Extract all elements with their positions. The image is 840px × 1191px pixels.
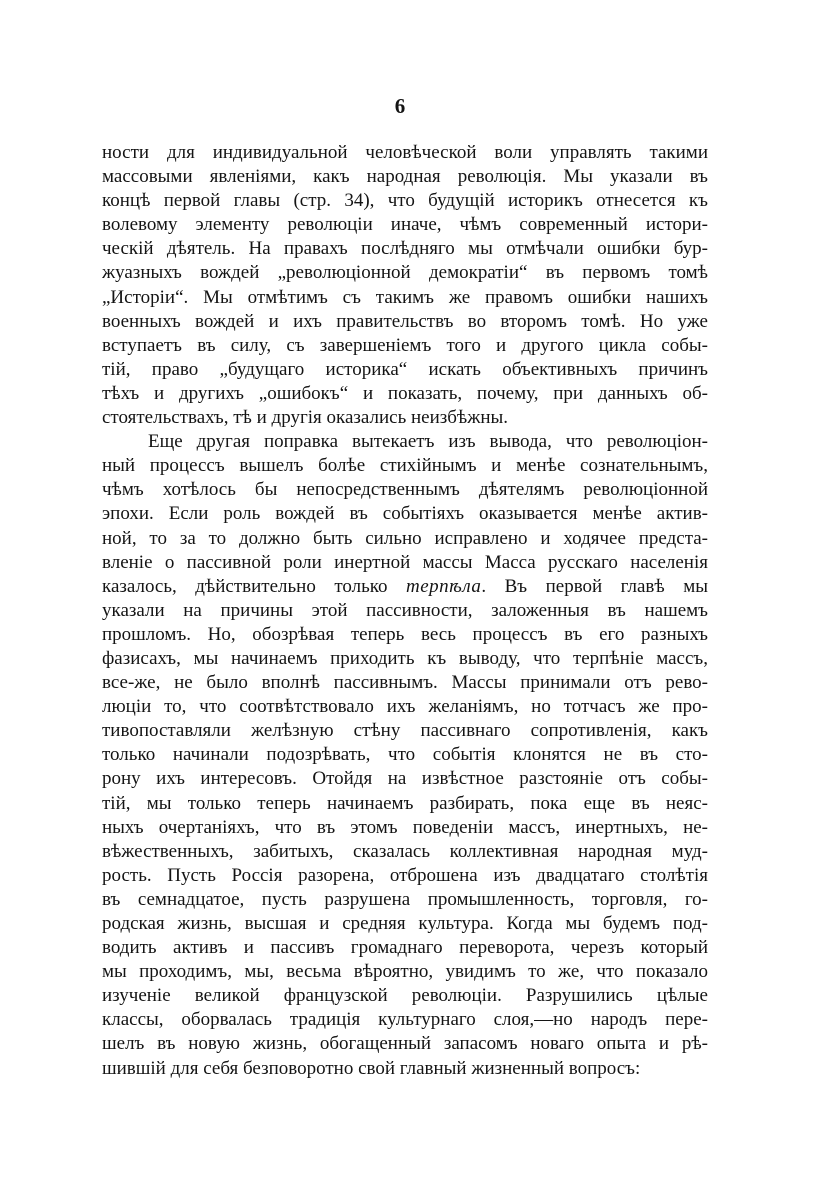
text-line: вленiе о пассивной роли инертной массы Масса русскаго населенiя <box>102 551 708 573</box>
text-line: чѣмъ хотѣлось бы непосредственнымъ дѣятелямъ революцiонной <box>102 479 708 501</box>
text-line: тивопоставляли желѣзную стѣну пассивнаго сопротивленiя, какъ <box>102 720 708 742</box>
text-line: ности для индивидуальной человѣческой воли управлять такими <box>102 142 708 163</box>
text-line: изученiе великой французской революцiи. Разрушились цѣлые <box>102 985 708 1007</box>
text-line: водить активъ и пассивъ громаднаго переворота, черезъ который <box>102 937 708 959</box>
text-line: рость. Пусть Россiя разорена, отброшена изъ двадцатаго столѣтiя <box>102 864 708 886</box>
text-line: мы проходимъ, мы, весьма вѣроятно, увидимъ то же, что показало <box>102 961 708 983</box>
text-line: тiй, мы только теперь начинаемъ разбирать, пока еще въ неяс- <box>102 792 708 814</box>
text-line: ческiй дѣятель. На правахъ послѣдняго мы отмѣчали ошибки бур- <box>102 238 708 260</box>
text-line: вступаетъ въ силу, съ завершенiемъ того и другого цикла собы- <box>102 334 708 356</box>
text-line: тѣхъ и другихъ „ошибокъ“ и показать, почему, при данныхъ об- <box>102 382 708 404</box>
text-line: вѣжественныхъ, забитыхъ, сказалась коллективная народная муд- <box>102 840 708 862</box>
text-line: ный процессъ вышелъ болѣе стихiйнымъ и менѣе сознательнымъ, <box>102 455 708 477</box>
text-line: военныхъ вождей и ихъ правительствъ во второмъ томѣ. Но уже <box>102 310 708 332</box>
text-line: все-же, не было вполнѣ пассивнымъ. Массы принимали отъ рево- <box>102 672 708 694</box>
text-line: концѣ первой главы (стр. 34), что будущiй историкъ отнесется къ <box>102 190 708 212</box>
text-line: классы, оборвалась традицiя культурнаго слоя,—но народъ пере- <box>102 1009 708 1031</box>
text-line: шившiй для себя безповоротно свой главный жизненный вопросъ: <box>102 1057 641 1079</box>
text-line: только начинали подозрѣвать, что событiя клонятся не въ сто- <box>102 744 708 766</box>
text-line: волевому элементу революцiи иначе, чѣмъ современный истори- <box>102 214 708 236</box>
text-line: рону ихъ интересовъ. Отойдя на извѣстное разстоянiе отъ собы- <box>102 768 708 790</box>
text-line: родская жизнь, высшая и средняя культура. Когда мы будемъ под- <box>102 913 708 934</box>
text-line: шелъ въ новую жизнь, обогащенный запасомъ новаго опыта и рѣ- <box>102 1033 708 1055</box>
text-run: казалось, дѣйствительно только <box>102 575 407 597</box>
text-line: въ семнадцатое, пусть разрушена промышленность, торговля, го- <box>102 888 708 910</box>
body-text <box>102 141 708 1081</box>
page-number: 6 <box>394 94 406 118</box>
text-line: фазисахъ, мы начинаемъ приходить къ выводу, что терпѣнiе массъ, <box>102 647 708 669</box>
text-line: массовыми явленiями, какъ народная революцiя. Мы указали въ <box>102 166 708 188</box>
text-line <box>102 575 708 599</box>
text-line: ной, то за то должно быть сильно исправлено и ходячее предста- <box>102 527 708 549</box>
text-run: . Въ первой главѣ мы <box>481 575 708 597</box>
text-line: указали на причины этой пассивности, заложенныя въ нашемъ <box>102 599 708 621</box>
text-line: люцiи то, что соотвѣтствовало ихъ желанiямъ, но тотчасъ же про- <box>102 696 708 718</box>
text-line: стоятельствахъ, тѣ и другiя оказались неизбѣжны. <box>102 407 509 429</box>
text-line: эпохи. Если роль вождей въ событiяхъ оказывается менѣе актив- <box>102 503 708 525</box>
text-line: „Исторiи“. Мы отмѣтимъ съ такимъ же правомъ ошибки нашихъ <box>102 286 708 308</box>
text-line: жуазныхъ вождей „революцiонной демократiи“ въ первомъ томѣ <box>102 262 708 284</box>
text-line: тiй, право „будущаго историка“ искать объективныхъ причинъ <box>102 358 708 380</box>
text-line: ныхъ очертанiяхъ, что въ этомъ поведенiи массъ, инертныхъ, не- <box>102 816 708 838</box>
text-line: Еще другая поправка вытекаетъ изъ вывода, что революцiон- <box>148 431 708 453</box>
text-line: прошломъ. Но, обозрѣвая теперь весь процессъ въ его разныхъ <box>102 623 708 645</box>
emphasized-word: терпѣла <box>406 575 482 597</box>
